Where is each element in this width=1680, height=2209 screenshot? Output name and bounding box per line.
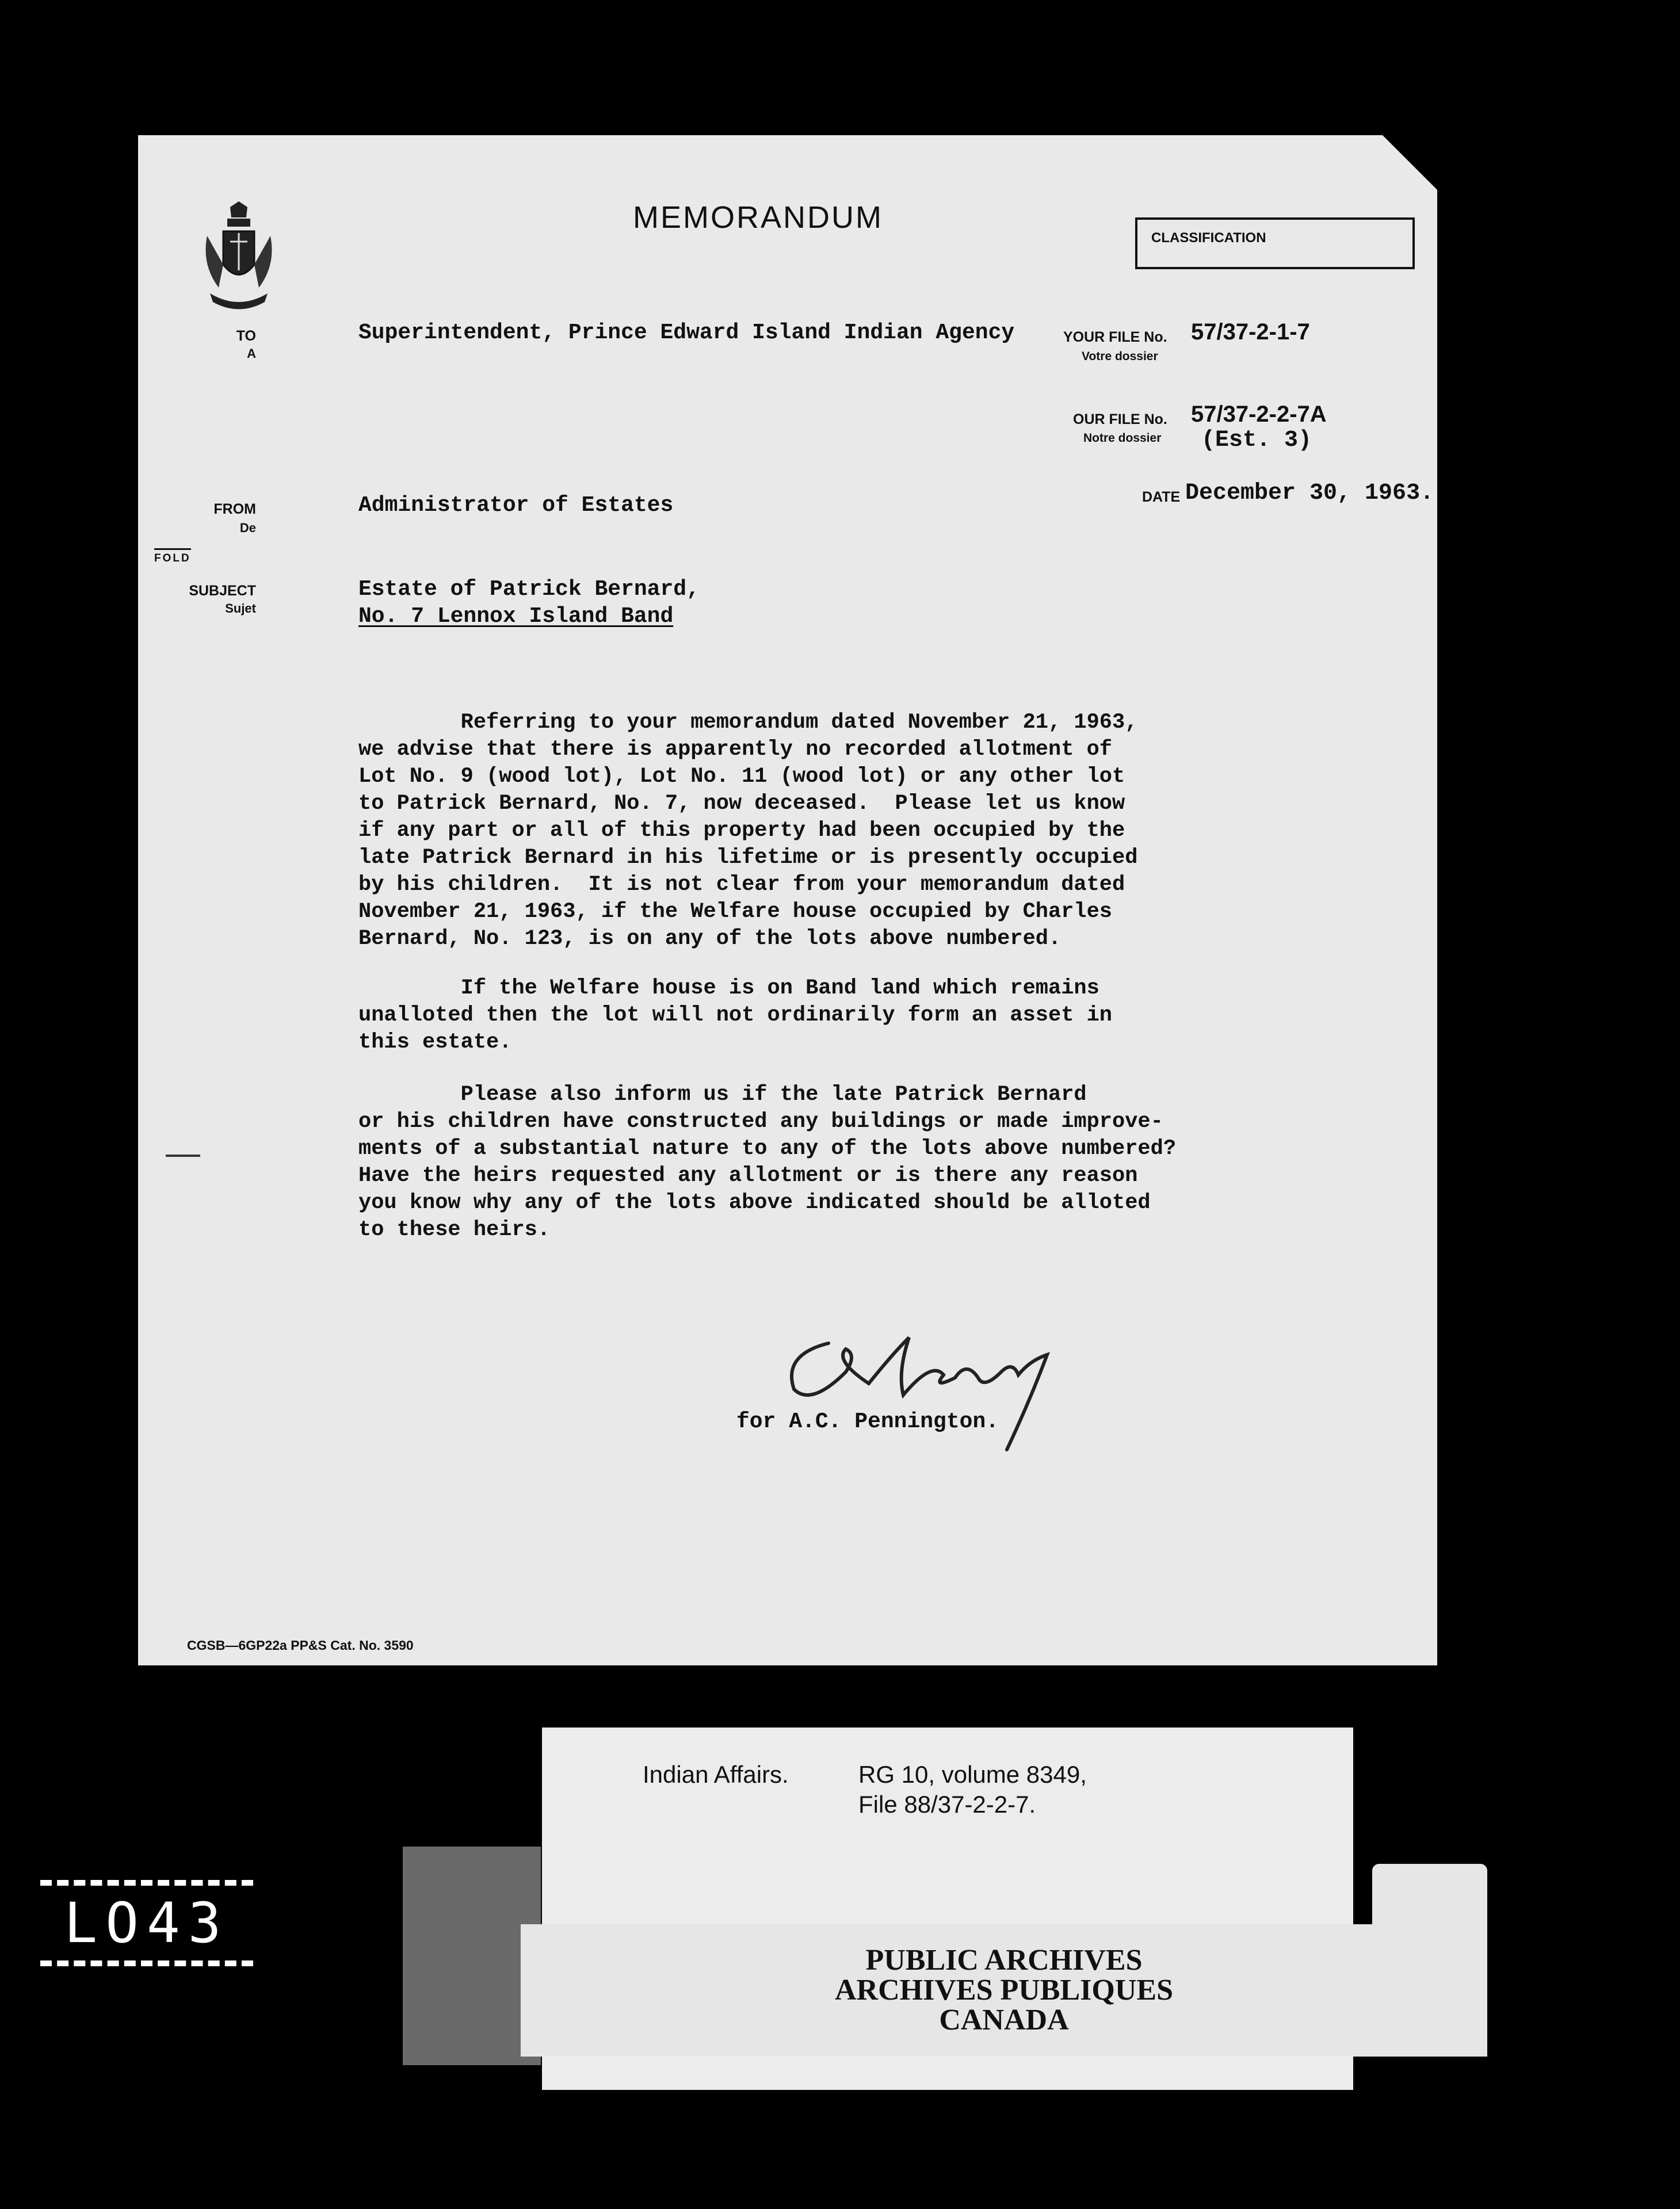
- subject-label-fr: Sujet: [225, 601, 256, 616]
- to-label-fr: A: [247, 346, 256, 361]
- signed-for: for A.C. Pennington.: [736, 1409, 999, 1434]
- body-line: unalloted then the lot will not ordinarily form an asset in: [358, 1003, 1113, 1027]
- memorandum-sheet: [138, 135, 1437, 1665]
- archives-stamp-line-2: ARCHIVES PUBLIQUES: [834, 1974, 1174, 2007]
- estate-reference: (Est. 3): [1201, 427, 1312, 453]
- date-value: December 30, 1963.: [1185, 480, 1434, 506]
- your-file-label: YOUR FILE No.: [1063, 329, 1167, 345]
- body-line: to these heirs.: [358, 1218, 551, 1242]
- archives-stamp-strip: [521, 1924, 1487, 2057]
- body-line: or his children have constructed any buildings or made improve-: [358, 1110, 1163, 1134]
- subject-line-2: No. 7 Lennox Island Band: [358, 604, 674, 629]
- archives-stamp-line-1: PUBLIC ARCHIVES: [865, 1944, 1143, 1977]
- your-file-label-fr: Votre dossier: [1082, 350, 1158, 363]
- frame-counter: [40, 1880, 253, 1966]
- our-file-label: OUR FILE No.: [1073, 411, 1167, 427]
- card-shadow: [403, 1847, 541, 2065]
- memo-title: MEMORANDUM: [633, 200, 883, 235]
- body-line: to Patrick Bernard, No. 7, now deceased. Please let us know: [358, 792, 1125, 816]
- body-line: Bernard, No. 123, is on any of the lots above numbered.: [358, 927, 1062, 951]
- from-value: Administrator of Estates: [358, 493, 674, 518]
- date-label: DATE: [1142, 489, 1181, 505]
- subject-label: SUBJECT: [189, 583, 256, 599]
- classification-box: [1135, 217, 1415, 269]
- frame-number: LO43: [64, 1891, 230, 1955]
- margin-mark: [166, 1155, 200, 1157]
- body-line: we advise that there is apparently no recorded allotment of: [358, 737, 1113, 762]
- body-line: by his children. It is not clear from your memorandum dated: [358, 873, 1125, 897]
- our-file-value: 57/37-2-2-7A: [1191, 402, 1327, 427]
- body-line: Please also inform us if the late Patrick Bernard: [358, 1083, 1087, 1107]
- to-value: Superintendent, Prince Edward Island Indian Agency: [358, 320, 1015, 345]
- from-label-fr: De: [239, 521, 256, 535]
- from-label: FROM: [213, 501, 256, 517]
- coat-of-arms-icon: [196, 201, 282, 316]
- body-line: If the Welfare house is on Band land which remains: [358, 976, 1099, 1000]
- body-line: Lot No. 9 (wood lot), Lot No. 11 (wood lot) or any other lot: [358, 765, 1125, 789]
- to-label: TO: [236, 328, 256, 344]
- subject-line-1: Estate of Patrick Bernard,: [358, 577, 700, 602]
- body-line: this estate.: [358, 1030, 512, 1054]
- body-line: November 21, 1963, if the Welfare house occupied by Charles: [358, 900, 1113, 924]
- body-line: late Patrick Bernard in his lifetime or is presently occupied: [358, 846, 1138, 870]
- archives-stamp-line-3: CANADA: [939, 2004, 1069, 2036]
- fold-marker: FOLD: [154, 548, 191, 565]
- body-line: Referring to your memorandum dated November 21, 1963,: [358, 710, 1138, 735]
- body-line: ments of a substantial nature to any of the lots above numbered?: [358, 1137, 1177, 1161]
- body-line: if any part or all of this property had been occupied by the: [358, 819, 1125, 843]
- our-file-label-fr: Notre dossier: [1083, 431, 1162, 445]
- folded-corner: [1383, 135, 1437, 190]
- classification-label: CLASSIFICATION: [1151, 230, 1266, 246]
- reference-file: File 88/37-2-2-7.: [858, 1791, 1036, 1818]
- reference-record-group: RG 10, volume 8349,: [858, 1761, 1087, 1788]
- body-line: you know why any of the lots above indicated should be alloted: [358, 1191, 1151, 1215]
- reference-agency: Indian Affairs.: [643, 1761, 789, 1788]
- form-code: CGSB—6GP22a PP&S Cat. No. 3590: [187, 1638, 414, 1653]
- your-file-value: 57/37-2-1-7: [1191, 319, 1310, 345]
- body-line: Have the heirs requested any allotment or is there any reason: [358, 1164, 1138, 1188]
